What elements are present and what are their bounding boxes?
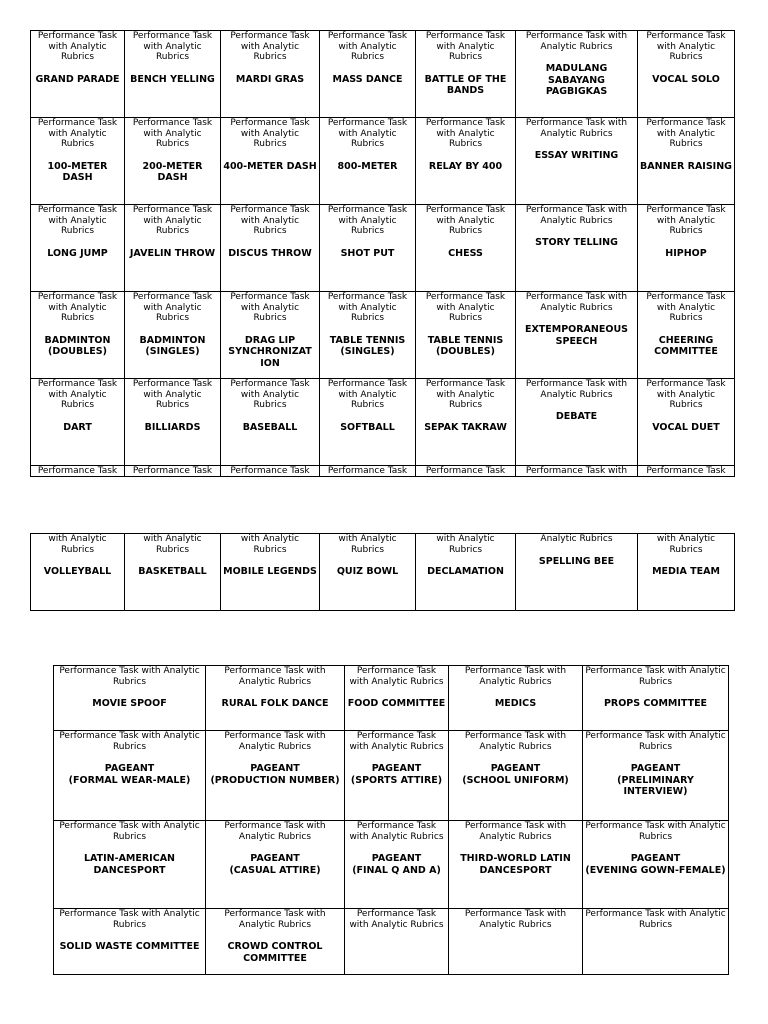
cell-subtitle: Performance Task with Analytic Rubrics: [230, 118, 310, 149]
event-cell-cut: [31, 466, 125, 477]
cell-subtitle: with Analytic Rubrics: [48, 534, 107, 555]
event-title: BENCH YELLING: [130, 73, 215, 85]
cell-subtitle: Performance Task with Analytic Rubrics: [646, 118, 726, 149]
cell-subtitle: Performance Task with Analytic Rubrics: [327, 379, 408, 410]
cell-subtitle: Performance Task with Analytic Rubrics: [59, 731, 200, 752]
event-title: TABLE TENNIS (SINGLES): [329, 334, 406, 357]
event-cell: [31, 118, 125, 205]
event-cell: [449, 731, 583, 821]
event-title: THIRD-WORLD LATIN DANCESPORT: [460, 853, 571, 876]
event-title: PAGEANT (SPORTS ATTIRE): [350, 763, 443, 786]
event-cell: [516, 292, 638, 379]
cell-subtitle: Performance Task with Analytic Rubrics: [59, 821, 200, 842]
event-cell: [449, 909, 583, 975]
event-title: PAGEANT (EVENING GOWN-FEMALE): [585, 853, 726, 876]
event-title: ESSAY WRITING: [534, 150, 619, 161]
cell-subtitle: Performance Task with Analytic Rubrics: [224, 909, 326, 930]
event-cell: [125, 205, 221, 292]
event-cell: [125, 118, 221, 205]
event-cell-cut: [125, 466, 221, 477]
event-cell: [320, 379, 416, 466]
event-cell: [516, 205, 638, 292]
cell-subtitle: with Analytic Rubrics: [436, 534, 495, 555]
cell-subtitle: Performance Task with Analytic Rubrics: [230, 205, 310, 236]
event-title: PAGEANT (FORMAL WEAR-MALE): [68, 763, 191, 786]
event-title: RELAY BY 400: [428, 160, 503, 172]
event-title: MOVIE SPOOF: [92, 698, 167, 709]
event-cell: [54, 821, 206, 909]
cell-subtitle: Performance Task with Analytic Rubrics: [585, 821, 726, 842]
cell-subtitle: Performance Task with Analytic Rubrics: [464, 821, 567, 842]
event-cell: [516, 118, 638, 205]
event-cell: [31, 31, 125, 118]
event-title: BADMINTON (SINGLES): [139, 334, 206, 357]
cell-subtitle: Performance Task with Analytic Rubrics: [425, 205, 506, 236]
cell-subtitle: Performance Task with Analytic Rubrics: [37, 292, 118, 323]
event-title: DISCUS THROW: [228, 247, 312, 259]
cell-subtitle: Performance Task with Analytic Rubrics: [525, 31, 628, 52]
cell-subtitle: Performance Task with Analytic Rubrics: [224, 821, 326, 842]
cell-subtitle: with Analytic Rubrics: [656, 534, 716, 555]
event-cell: [416, 379, 516, 466]
event-cell: [449, 821, 583, 909]
cell-subtitle: Performance Task with Analytic Rubrics: [132, 379, 213, 410]
event-title: BATTLE OF THE BANDS: [424, 73, 507, 96]
event-cell: [638, 205, 735, 292]
cell-subtitle: Performance Task with Analytic Rubrics: [646, 31, 726, 62]
event-cell: [583, 909, 729, 975]
event-cell: [416, 31, 516, 118]
cell-subtitle: with Analytic Rubrics: [143, 534, 202, 555]
events-table-continued: [30, 533, 735, 611]
event-title: 400-METER DASH: [223, 160, 317, 172]
event-title: PAGEANT (CASUAL ATTIRE): [229, 853, 321, 876]
event-title: GRAND PARADE: [35, 73, 120, 85]
cell-subtitle: Performance Task with Analytic Rubrics: [327, 205, 408, 236]
cell-subtitle: Performance Task with Analytic Rubrics: [525, 118, 628, 139]
cell-subtitle: Performance Task with Analytic Rubrics: [37, 205, 118, 236]
table-row: [31, 534, 735, 611]
event-title: STORY TELLING: [535, 237, 618, 248]
event-cell-cut: [320, 466, 416, 477]
event-title: CROWD CONTROL COMMITTEE: [227, 941, 323, 964]
cell-subtitle: Analytic Rubrics: [540, 534, 613, 544]
event-title: PAGEANT (SCHOOL UNIFORM): [462, 763, 569, 786]
cell-subtitle: Performance Task with Analytic Rubrics: [425, 292, 506, 323]
event-cell: [54, 666, 206, 731]
cell-subtitle: Performance Task with Analytic Rubrics: [132, 292, 213, 323]
cell-subtitle: with Analytic Rubrics: [240, 534, 300, 555]
cell-subtitle: Performance Task with Analytic Rubrics: [327, 31, 408, 62]
event-title: VOCAL DUET: [652, 421, 720, 433]
event-cell: [638, 31, 735, 118]
cell-subtitle: Performance Task: [327, 466, 408, 476]
event-cell-cut: [516, 466, 638, 477]
table-row: [31, 118, 735, 205]
event-title: MARDI GRAS: [235, 73, 305, 85]
cell-subtitle: Performance Task with Analytic Rubrics: [37, 379, 118, 410]
event-cell: [54, 731, 206, 821]
cell-subtitle: Performance Task with Analytic Rubrics: [349, 821, 444, 842]
event-cell: [345, 821, 449, 909]
event-cell: [221, 534, 320, 611]
event-title: LONG JUMP: [47, 247, 108, 259]
cell-subtitle: Performance Task with Analytic Rubrics: [425, 379, 506, 410]
cell-subtitle: Performance Task with Analytic Rubrics: [132, 205, 213, 236]
cell-subtitle: Performance Task with Analytic Rubrics: [37, 31, 118, 62]
cell-subtitle: Performance Task with Analytic Rubrics: [525, 205, 628, 226]
event-cell: [31, 292, 125, 379]
cell-subtitle: Performance Task with Analytic Rubrics: [464, 731, 567, 752]
event-title: PROPS COMMITTEE: [603, 698, 708, 709]
event-title: DECLAMATION: [427, 566, 504, 577]
event-cell: [449, 666, 583, 731]
cell-subtitle: Performance Task with Analytic Rubrics: [327, 118, 408, 149]
event-cell: [206, 731, 345, 821]
event-cell: [416, 118, 516, 205]
event-title: MOBILE LEGENDS: [223, 566, 317, 577]
event-cell: [125, 292, 221, 379]
event-cell: [516, 31, 638, 118]
event-cell: [125, 379, 221, 466]
event-cell: [320, 205, 416, 292]
event-cell: [638, 118, 735, 205]
event-title: PAGEANT (PRODUCTION NUMBER): [210, 763, 340, 786]
event-cell: [320, 292, 416, 379]
table-row: [31, 205, 735, 292]
event-title: PAGEANT (PRELIMINARY INTERVIEW): [617, 763, 694, 797]
cell-subtitle: Performance Task: [37, 466, 118, 476]
event-title: SEPAK TAKRAW: [424, 421, 507, 433]
cell-subtitle: Performance Task with Analytic Rubrics: [37, 118, 118, 149]
event-cell: [416, 292, 516, 379]
table-row: [31, 31, 735, 118]
event-title: EXTEMPORANEOUS SPEECH: [524, 324, 628, 347]
event-cell: [638, 534, 735, 611]
event-title: TABLE TENNIS (DOUBLES): [427, 334, 504, 357]
event-title: BILLIARDS: [144, 421, 201, 433]
event-title: DEBATE: [555, 411, 598, 422]
cell-subtitle: Performance Task: [425, 466, 506, 476]
cell-subtitle: Performance Task with Analytic Rubrics: [59, 909, 200, 930]
event-title: JAVELIN THROW: [129, 247, 216, 259]
cell-subtitle: Performance Task with Analytic Rubrics: [525, 379, 628, 400]
event-title: MEDIA TEAM: [652, 566, 720, 577]
event-cell: [416, 534, 516, 611]
cell-subtitle: Performance Task with Analytic Rubrics: [132, 31, 213, 62]
event-cell: [221, 118, 320, 205]
table-row: [54, 731, 729, 821]
cell-subtitle: Performance Task with Analytic Rubrics: [230, 379, 310, 410]
event-cell: [583, 666, 729, 731]
event-cell-cut: [416, 466, 516, 477]
event-title: BANNER RAISING: [640, 160, 732, 172]
event-cell: [206, 666, 345, 731]
event-cell: [583, 821, 729, 909]
cell-subtitle: Performance Task with: [525, 466, 628, 476]
cell-subtitle: Performance Task with Analytic Rubrics: [646, 205, 726, 236]
event-title: DART: [63, 421, 92, 433]
cell-subtitle: Performance Task with Analytic Rubrics: [464, 909, 567, 930]
event-title: VOLLEYBALL: [43, 566, 112, 577]
event-cell: [345, 909, 449, 975]
event-title: LATIN-AMERICAN DANCESPORT: [84, 853, 175, 876]
cell-subtitle: with Analytic Rubrics: [338, 534, 397, 555]
event-cell: [125, 31, 221, 118]
event-title: MEDICS: [494, 698, 537, 709]
cell-subtitle: Performance Task with Analytic Rubrics: [646, 379, 726, 410]
event-cell: [638, 379, 735, 466]
cell-subtitle: Performance Task: [132, 466, 213, 476]
event-title: SOLID WASTE COMMITTEE: [59, 941, 200, 952]
event-cell: [54, 909, 206, 975]
event-cell: [221, 31, 320, 118]
event-title: BASEBALL: [242, 421, 298, 433]
event-cell: [320, 534, 416, 611]
event-title: CHESS: [448, 247, 483, 259]
event-title: 800-METER: [337, 160, 398, 172]
table-row: [31, 292, 735, 379]
cell-subtitle: Performance Task with Analytic Rubrics: [425, 31, 506, 62]
event-cell: [345, 666, 449, 731]
cell-subtitle: Performance Task with Analytic Rubrics: [585, 666, 726, 687]
event-cell: [31, 534, 125, 611]
cell-subtitle: Performance Task with Analytic Rubrics: [464, 666, 567, 687]
cell-subtitle: Performance Task with Analytic Rubrics: [132, 118, 213, 149]
event-title: HIPHOP: [665, 247, 707, 259]
cell-subtitle: Performance Task with Analytic Rubrics: [349, 731, 444, 752]
event-title: QUIZ BOWL: [336, 566, 399, 577]
event-cell: [583, 731, 729, 821]
events-table-top: [30, 30, 735, 477]
event-title: DRAG LIP SYNCHRONIZAT ION: [228, 334, 312, 369]
event-title: MADULANG SABAYANG PAGBIGKAS: [545, 63, 608, 97]
cell-subtitle: Performance Task with Analytic Rubrics: [585, 731, 726, 752]
event-title: SOFTBALL: [340, 421, 395, 433]
event-title: MASS DANCE: [332, 73, 403, 85]
event-cell: [320, 31, 416, 118]
event-cell-cut: [638, 466, 735, 477]
events-table-bottom: [53, 665, 729, 975]
event-cell: [516, 379, 638, 466]
table-row-cut: [31, 466, 735, 477]
event-title: VOCAL SOLO: [652, 73, 720, 85]
event-title: BASKETBALL: [138, 566, 207, 577]
table-row: [54, 666, 729, 731]
event-title: 100-METER DASH: [47, 160, 108, 183]
event-cell-cut: [221, 466, 320, 477]
table-row: [31, 379, 735, 466]
event-cell: [416, 205, 516, 292]
event-cell: [516, 534, 638, 611]
event-cell: [345, 731, 449, 821]
cell-subtitle: Performance Task with Analytic Rubrics: [230, 292, 310, 323]
table-row: [54, 909, 729, 975]
event-title: FOOD COMMITTEE: [347, 698, 446, 709]
cell-subtitle: Performance Task with Analytic Rubrics: [224, 731, 326, 752]
event-title: SPELLING BEE: [538, 555, 615, 567]
cell-subtitle: Performance Task with Analytic Rubrics: [349, 909, 444, 930]
event-title: RURAL FOLK DANCE: [221, 698, 329, 709]
event-cell: [638, 292, 735, 379]
event-title: CHEERING COMMITTEE: [654, 334, 718, 357]
event-title: PAGEANT (FINAL Q AND A): [352, 853, 441, 876]
event-cell: [221, 379, 320, 466]
event-cell: [206, 821, 345, 909]
cell-subtitle: Performance Task with Analytic Rubrics: [327, 292, 408, 323]
cell-subtitle: Performance Task: [230, 466, 310, 476]
event-cell: [31, 205, 125, 292]
cell-subtitle: Performance Task with Analytic Rubrics: [525, 292, 628, 313]
cell-subtitle: Performance Task with Analytic Rubrics: [425, 118, 506, 149]
cell-subtitle: Performance Task with Analytic Rubrics: [349, 666, 444, 687]
event-title: 200-METER DASH: [142, 160, 203, 183]
table-row: [54, 821, 729, 909]
cell-subtitle: Performance Task: [646, 466, 726, 476]
event-title: SHOT PUT: [340, 247, 395, 259]
cell-subtitle: Performance Task with Analytic Rubrics: [224, 666, 326, 687]
event-title: BADMINTON (DOUBLES): [44, 334, 111, 357]
cell-subtitle: Performance Task with Analytic Rubrics: [59, 666, 200, 687]
event-cell: [320, 118, 416, 205]
event-cell: [31, 379, 125, 466]
cell-subtitle: Performance Task with Analytic Rubrics: [585, 909, 726, 930]
event-cell: [221, 205, 320, 292]
cell-subtitle: Performance Task with Analytic Rubrics: [230, 31, 310, 62]
cell-subtitle: Performance Task with Analytic Rubrics: [646, 292, 726, 323]
event-cell: [206, 909, 345, 975]
event-cell: [221, 292, 320, 379]
event-cell: [125, 534, 221, 611]
